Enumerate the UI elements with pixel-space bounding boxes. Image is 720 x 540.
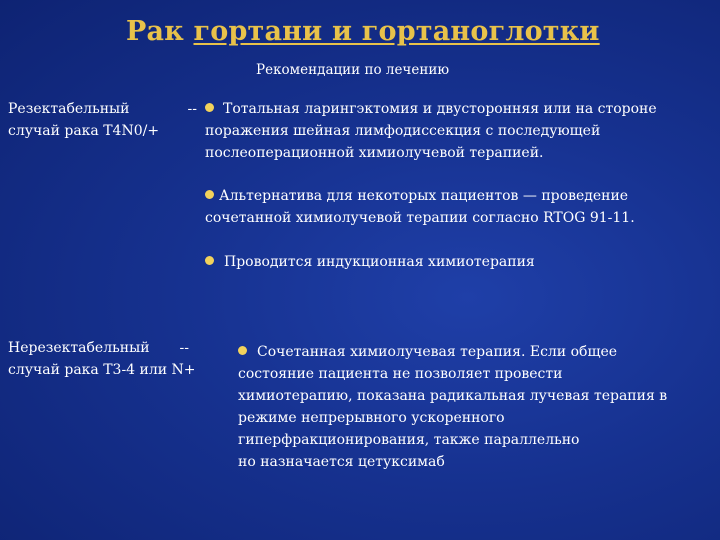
bullet-dot-icon	[205, 190, 214, 199]
resectable-label-word: Резектабельный	[8, 101, 130, 117]
bullet-text-line: Альтернатива для некоторых пациентов — проведение	[219, 188, 629, 204]
bullet-dot-icon	[205, 103, 214, 112]
bullet-item-induction	[205, 251, 535, 273]
unresectable-label-stage: случай рака Т3-4 или N+	[8, 362, 196, 378]
unresectable-label-dash: --	[179, 340, 189, 356]
unresectable-case-label	[8, 337, 203, 381]
bullet-text-line: но назначается цетуксимаб	[238, 454, 445, 470]
bullet-text-line: гиперфракционирования, также параллельно	[238, 432, 580, 448]
bullet-item-chemoradiation	[238, 341, 667, 473]
resectable-case-label	[8, 98, 203, 142]
bullet-item-laryngectomy	[205, 98, 657, 164]
bullet-item-alternative	[205, 185, 635, 229]
bullet-text-line: Сочетанная химиолучевая терапия. Если общее	[257, 344, 618, 360]
bullet-dot-icon	[205, 256, 214, 265]
title-underlined: гортани и гортаноглотки	[193, 16, 600, 47]
bullet-dot-icon	[238, 346, 247, 355]
bullet-text-line: состояние пациента не позволяет провести	[238, 366, 563, 382]
slide-subtitle: Рекомендации по лечению	[256, 62, 450, 78]
resectable-label-dash: --	[187, 101, 197, 117]
bullet-text-line: режиме непрерывного ускоренного	[238, 410, 505, 426]
title-prefix: Рак	[126, 16, 194, 47]
bullet-text-line: сочетанной химиолучевой терапии согласно RTOG 91-11.	[205, 210, 635, 226]
resectable-label-stage: случай рака Т4N0/+	[8, 123, 160, 139]
bullet-text-line: химиотерапию, показана радикальная лучевая терапия в	[238, 388, 668, 404]
slide-title	[126, 16, 600, 47]
bullet-text-line: послеоперационной химиолучевой терапией.	[205, 145, 544, 161]
bullet-text-line: Тотальная ларингэктомия и двусторонняя или на стороне	[223, 101, 657, 117]
unresectable-label-word: Нерезектабельный	[8, 340, 150, 356]
bullet-text-line: Проводится индукционная химиотерапия	[224, 254, 535, 270]
bullet-text-line: поражения шейная лимфодиссекция с последующей	[205, 123, 601, 139]
